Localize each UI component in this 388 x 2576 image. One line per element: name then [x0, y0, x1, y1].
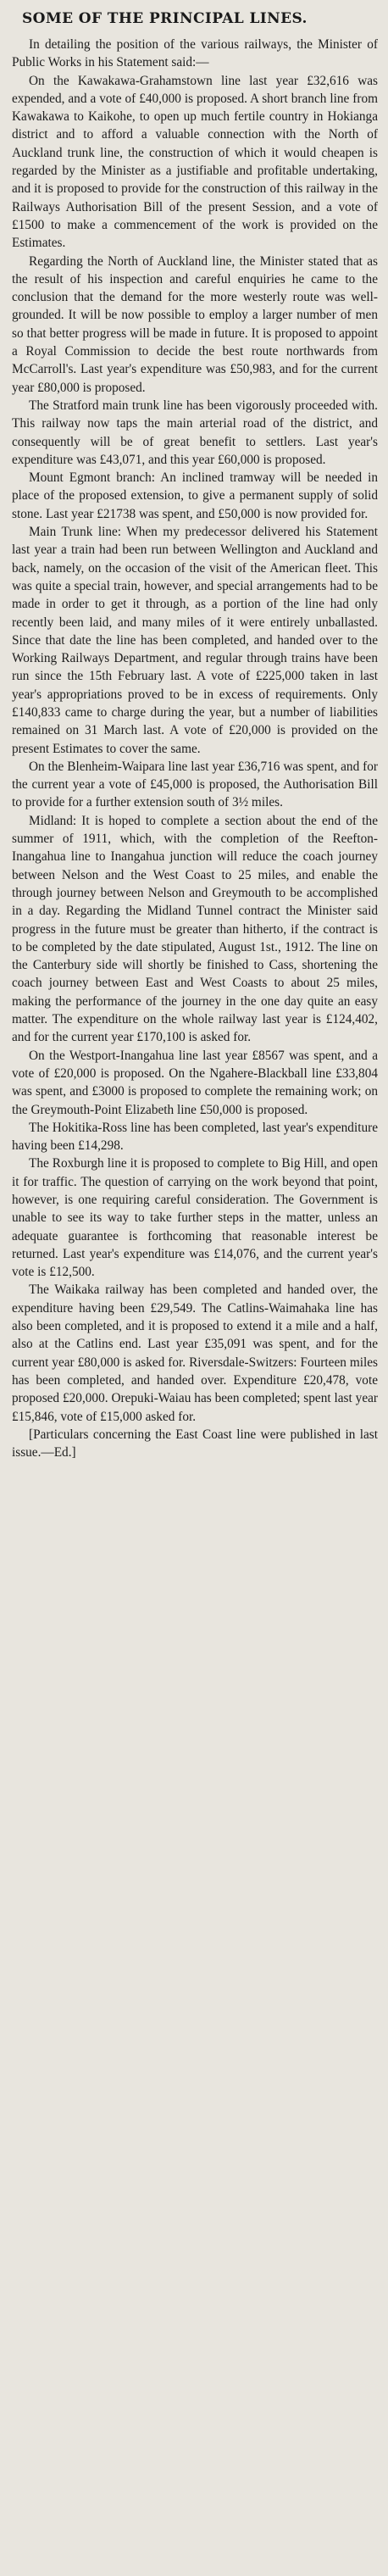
article-paragraph: In detailing the position of the various railways, the Minister of Public Works in his Statement said:—	[12, 37, 378, 70]
article-paragraph: The Roxburgh line it is proposed to complete to Big Hill, and open it for traffic. The question of carrying on the work beyond that point, however, is one requiring careful consideration. The Government is unable to see its way to take further steps in the matter, unless an adequate guarantee is forthcoming that reasonable interest be returned. Last year's expenditure was £14,076, and the current year's vote is £12,500.	[12, 1156, 378, 1280]
article-paragraph: [Particulars concerning the East Coast line were published in last issue.—Ed.]	[12, 1427, 378, 1460]
article-paragraph: Regarding the North of Auckland line, the Minister stated that as the result of his inspection and careful enquiries he came to the conclusion that the demand for the more westerly route was well-grounded. It will be now possible to employ a larger number of men so that better progress will be made in future. It is proposed to appoint a Royal Commission to decide the best route northwards from McCarroll's. Last year's expenditure was £50,983, and for the current year £80,000 is proposed.	[12, 253, 378, 395]
article-paragraph: The Waikaka railway has been completed and handed over, the expenditure having been £29,549. The Catlins-Waimahaka line has also been completed, and it is proposed to extend it a mile and a half, also at the Catlins end. Last year £35,091 was spent, and for the current year £80,000 is asked for. Riversdale-Switzers: Fourteen miles has been completed, and handed over. Expenditure £20,478, vote proposed £20,000. Orepuki-Waiau has been completed; spent last year £15,846, vote of £15,000 asked for.	[12, 1282, 378, 1424]
article-body	[0, 36, 388, 1461]
article-paragraph: The Hokitika-Ross line has been completed, last year's expenditure having been £14,298.	[12, 1120, 378, 1154]
article-paragraph: On the Westport-Inangahua line last year £8567 was spent, and a vote of £20,000 is proposed. On the Ngahere-Blackball line £33,804 was spent, and £3000 is proposed to complete the remaining work; on the Greymouth-Point Elizabeth line £50,000 is proposed.	[12, 1048, 378, 1117]
article-headline: SOME OF THE PRINCIPAL LINES.	[22, 10, 308, 27]
article-paragraph: Mount Egmont branch: An inclined tramway will be needed in place of the proposed extension, to give a permanent supply of solid stone. Last year £21738 was spent, and £50,000 is now provided for.	[12, 470, 378, 521]
article-paragraph: On the Blenheim-Waipara line last year £36,716 was spent, and for the current year a vote of £45,000 is proposed, the Authorisation Bill to provide for a further extension south of 3½ miles.	[12, 759, 378, 810]
article-paragraph: On the Kawakawa-Grahamstown line last year £32,616 was expended, and a vote of £40,000 is proposed. A short branch line from Kawakawa to Kaikohe, to open up much fertile country in Hokianga district and to afford a valuable connection with the North of Auckland trunk line, the construction of which it would cheapen is regarded by the Minister as a justifiable and profitable undertaking, and it is proposed to provide for the construction of this railway in the Railways Authorisation Bill of the present Session, and a vote of £1500 to make a commencement of the work is provided on the Estimates.	[12, 73, 378, 251]
article-paragraph: Main Trunk line: When my predecessor delivered his Statement last year a train had been run between Wellington and Auckland and back, namely, on the occasion of the visit of the American fleet. This was quite a special train, however, and special arrangements had to be made in order to get it through, as a portion of the line had only recently been laid, and many miles of it were entirely unballasted. Since that date the line has been completed, and handed over to the Working Railways Department, and regular through trains have been run since the 15th February last. A vote of £225,000 taken in last year's appropriations proved to be in excess of requirements. Only £140,833 came to charge during the year, but a number of liabilities remained on 31 March last. A vote of £20,000 is provided on the present Estimates to cover the same.	[12, 525, 378, 756]
article-paragraph: The Stratford main trunk line has been vigorously proceeded with. This railway now taps the main arterial road of the district, and consequently will be of great benefit to settlers. Last year's expenditure was £43,071, and this year £60,000 is proposed.	[12, 398, 378, 467]
article-paragraph: Midland: It is hoped to complete a section about the end of the summer of 1911, which, with the completion of the Reefton-Inangahua line to Inangahua junction will reduce the coach journey between Nelson and the West Coast to 25 miles, and enable the through journey between Nelson and Greymouth to be accomplished in a day. Regarding the Midland Tunnel contract the Minister said progress in the future must be greater than hitherto, if the contract is to be completed by the date stipulated, August 1st., 1912. The line on the Canterbury side will shortly be finished to Cass, shortening the coach journey between East and West Coasts to about 25 miles, making the performance of the journey in the one day quite an easy matter. The expenditure on the whole railway last year is £124,402, and for the current year £170,100 is asked for.	[12, 813, 378, 1045]
